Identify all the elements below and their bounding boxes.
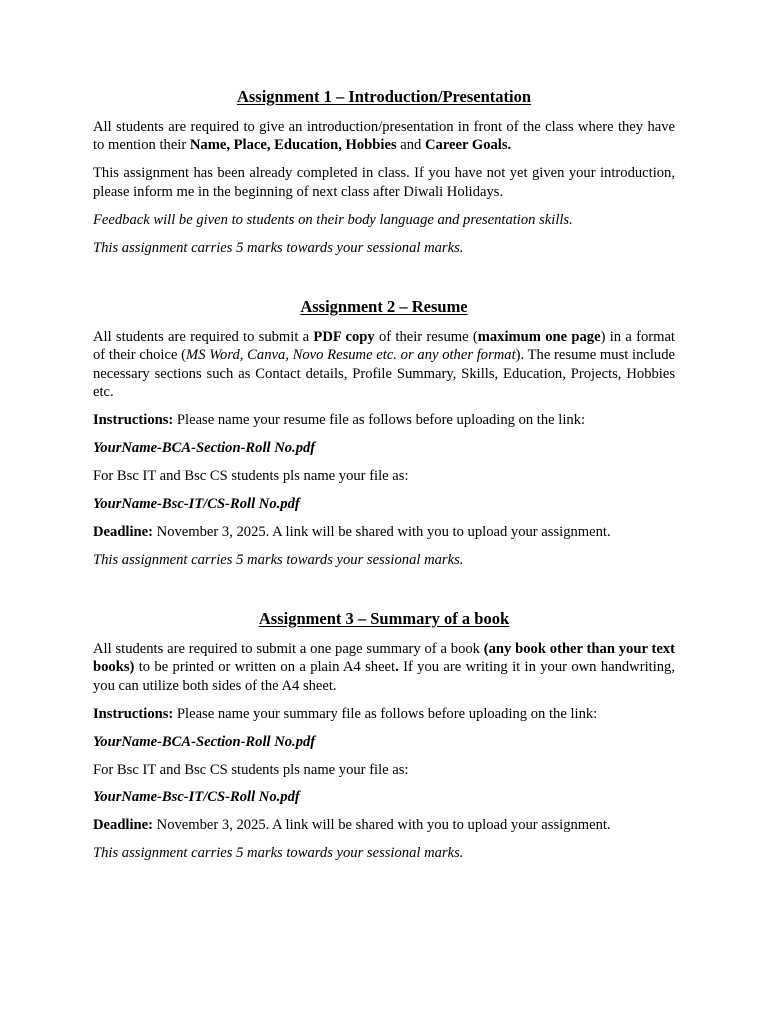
assignment-3-marks: This assignment carries 5 marks towards your sessional marks. [93, 845, 464, 862]
assignment-3-section [93, 608, 675, 863]
assignment-3-deadline: Deadline: November 3, 2025. A link will be shared with you to upload your assignment. [93, 817, 611, 834]
assignment-1-status: This assignment has been already completed in class. If you have not yet given your introduction, please inform me in the beginning of next class after Diwali Holidays. [93, 165, 675, 200]
assignment-1-title: Assignment 1 – Introduction/Presentation [236, 87, 532, 106]
assignment-1-section [93, 86, 675, 257]
assignment-2-instructions: Instructions: Please name your resume file as follows before uploading on the link: [93, 412, 586, 429]
assignment-3-filename-bca: YourName-BCA-Section-Roll No.pdf [93, 733, 316, 750]
assignment-2-filename-bca: YourName-BCA-Section-Roll No.pdf [93, 439, 316, 456]
assignment-1-description: All students are required to give an introduction/presentation in front of the class where they have to mention their Name, Place, Education, Hobbies and Career Goals. [93, 119, 675, 154]
assignment-2-bsc-note: For Bsc IT and Bsc CS students pls name your file as: [93, 467, 409, 484]
assignment-3-title: Assignment 3 – Summary of a book [258, 609, 510, 628]
assignment-1-feedback: Feedback will be given to students on their body language and presentation skills. [93, 211, 573, 228]
assignment-3-instructions: Instructions: Please name your summary file as follows before uploading on the link: [93, 705, 598, 722]
assignment-1-marks: This assignment carries 5 marks towards your sessional marks. [93, 239, 464, 256]
assignment-2-description: All students are required to submit a PDF copy of their resume (maximum one page) in a format of their choice (MS Word, Canva, Novo Resume etc. or any other format). The resume must include necessary sections such as Contact details, Profile Summary, Skills, Education, Projects, Hobbies etc. [93, 328, 675, 401]
assignment-3-filename-bsc: YourName-Bsc-IT/CS-Roll No.pdf [93, 789, 300, 806]
assignment-2-marks: This assignment carries 5 marks towards your sessional marks. [93, 551, 464, 568]
document-page [93, 86, 675, 872]
assignment-2-title: Assignment 2 – Resume [300, 296, 468, 316]
assignment-3-description: All students are required to submit a one page summary of a book (any book other than your text books) to be printed or written on a plain A4 sheet. If you are writing it in your own handwriting, you can utilize both sides of the A4 sheet. [93, 641, 675, 694]
assignment-3-bsc-note: For Bsc IT and Bsc CS students pls name your file as: [93, 761, 409, 778]
assignment-2-filename-bsc: YourName-Bsc-IT/CS-Roll No.pdf [93, 495, 300, 512]
assignment-2-section [93, 296, 675, 569]
assignment-2-deadline: Deadline: November 3, 2025. A link will be shared with you to upload your assignment. [93, 523, 611, 540]
